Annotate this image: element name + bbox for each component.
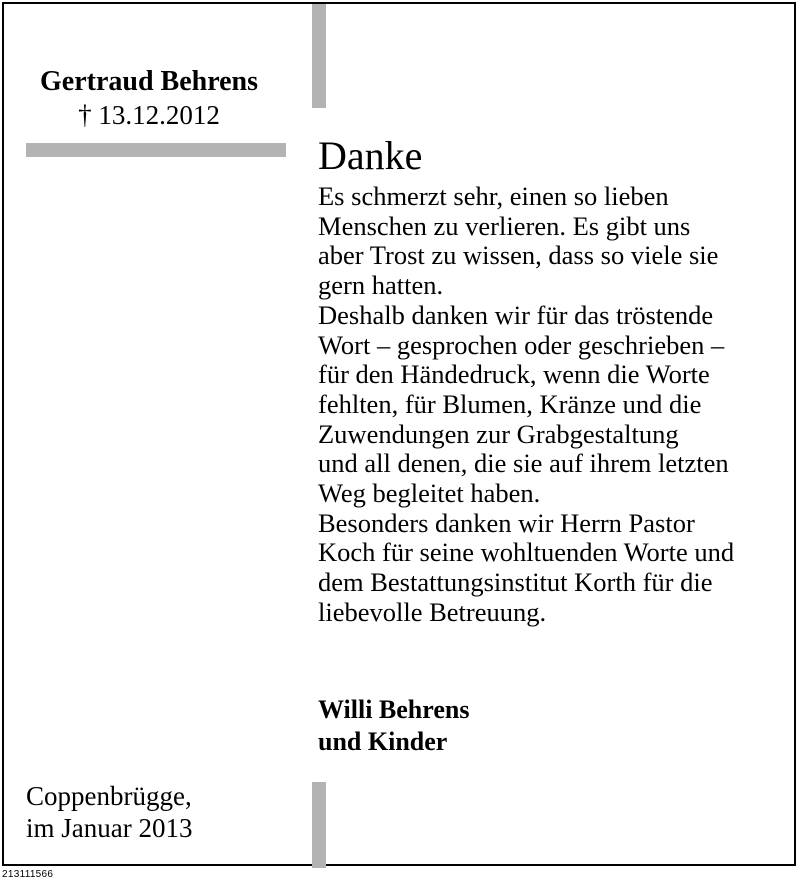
signature — [318, 694, 469, 758]
body-line: aber Trost zu wissen, dass so viele sie — [318, 240, 719, 271]
place-date — [26, 780, 192, 844]
body-line: Besonders danken wir Herrn Pastor — [318, 507, 695, 538]
date: im Januar 2013 — [26, 813, 193, 843]
body-line: fehlten, für Blumen, Kränze und die — [318, 388, 702, 419]
body-line: Deshalb danken wir für das tröstende — [318, 299, 714, 330]
signature-line-1: Willi Behrens — [318, 695, 470, 724]
notice-body — [318, 182, 734, 628]
decorative-bar-top — [312, 4, 326, 108]
signature-line-2: und Kinder — [318, 727, 448, 756]
decorative-bar-bottom — [312, 782, 326, 868]
ad-code: 213111566 — [2, 869, 54, 880]
notice-heading: Danke — [318, 133, 423, 178]
notice-frame — [2, 2, 796, 866]
decorative-bar-horizontal — [26, 143, 286, 157]
body-line: gern hatten. — [318, 270, 444, 301]
body-line: Zuwendungen zur Grabgestaltung — [318, 418, 679, 449]
place: Coppenbrügge, — [26, 781, 192, 811]
body-line: für den Händedruck, wenn die Worte — [318, 359, 710, 390]
body-line: Wort – gesprochen oder geschrieben – — [318, 329, 725, 360]
deceased-name: Gertraud Behrens — [39, 66, 259, 97]
body-line: Menschen zu verlieren. Es gibt uns — [318, 210, 691, 241]
body-line: Weg begleitet haben. — [318, 478, 541, 509]
body-line: dem Bestattungsinstitut Korth für die — [318, 567, 713, 598]
body-line: Koch für seine wohltuenden Worte und — [318, 537, 735, 568]
body-line: liebevolle Betreuung. — [318, 596, 547, 627]
body-line: und all denen, die sie auf ihrem letzten — [318, 448, 729, 479]
body-line: Es schmerzt sehr, einen so lieben — [318, 181, 669, 211]
death-date: † 13.12.2012 — [78, 100, 220, 130]
